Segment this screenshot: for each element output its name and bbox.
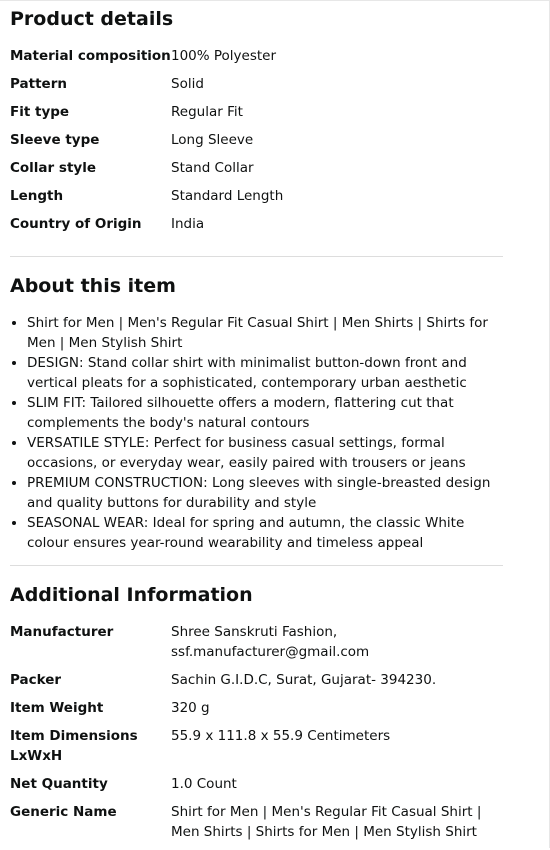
row-value: Long Sleeve <box>171 132 254 148</box>
list-item: • PREMIUM CONSTRUCTION: Long sleeves with single-breasted design and quality buttons for durability and style <box>27 473 505 513</box>
list-item: • SEASONAL WEAR: Ideal for spring and autumn, the classic White colour ensures year-round wearability and timeless appeal <box>27 513 505 553</box>
row-label: Country of Origin <box>10 216 142 232</box>
table-row <box>10 622 510 670</box>
row-label: Item Weight <box>10 700 104 716</box>
table-row <box>10 698 510 726</box>
section-divider <box>10 565 503 566</box>
about-bullet-list <box>10 313 505 553</box>
table-row <box>10 102 510 130</box>
row-value: India <box>171 216 205 232</box>
row-label: Fit type <box>10 104 70 120</box>
row-value: 1.0 Count <box>171 776 237 792</box>
additional-info-title: Additional Information <box>10 584 253 606</box>
row-label: Item Dimensions LxWxH <box>10 728 138 764</box>
row-label: Generic Name <box>10 804 117 820</box>
table-row <box>10 774 510 802</box>
row-label: Sleeve type <box>10 132 100 148</box>
table-row <box>10 130 510 158</box>
row-value: Stand Collar <box>171 160 254 176</box>
product-details-title: Product details <box>10 8 174 30</box>
row-value: Shree Sanskruti Fashion, ssf.manufacturer@gmail.com <box>171 624 370 660</box>
table-row <box>10 46 510 74</box>
list-item: • Shirt for Men | Men's Regular Fit Casual Shirt | Men Shirts | Shirts for Men | Men Stylish Shirt <box>27 313 505 353</box>
table-row <box>10 670 510 698</box>
row-value: Shirt for Men | Men's Regular Fit Casual Shirt | Men Shirts | Shirts for Men | Men Stylish Shirt <box>171 804 482 840</box>
row-label: Packer <box>10 672 62 688</box>
list-item: • SLIM FIT: Tailored silhouette offers a modern, flattering cut that complements the body's natural contours <box>27 393 505 433</box>
table-row <box>10 802 510 850</box>
section-divider <box>10 256 503 257</box>
table-row <box>10 726 510 774</box>
row-value: Sachin G.I.D.C, Surat, Gujarat- 394230. <box>171 672 437 688</box>
row-value: 100% Polyester <box>171 48 277 64</box>
list-item: • VERSATILE STYLE: Perfect for business casual settings, formal occasions, or everyday wear, easily paired with trousers or jeans <box>27 433 505 473</box>
row-value: Regular Fit <box>171 104 243 120</box>
row-value: 55.9 x 111.8 x 55.9 Centimeters <box>171 728 391 744</box>
table-row <box>10 74 510 102</box>
row-value: 320 g <box>171 700 210 716</box>
row-label: Collar style <box>10 160 96 176</box>
list-item: • DESIGN: Stand collar shirt with minimalist button-down front and vertical pleats for a sophisticated, contemporary urban aesthetic <box>27 353 505 393</box>
product-details-table <box>10 46 510 242</box>
table-row <box>10 158 510 186</box>
row-label: Material composition <box>10 48 171 64</box>
table-row <box>10 214 510 242</box>
row-label: Pattern <box>10 76 67 92</box>
row-label: Manufacturer <box>10 624 114 640</box>
table-row <box>10 186 510 214</box>
row-label: Length <box>10 188 64 204</box>
row-value: Solid <box>171 76 204 92</box>
row-label: Net Quantity <box>10 776 108 792</box>
about-title: About this item <box>10 275 176 297</box>
additional-info-table <box>10 622 510 850</box>
row-value: Standard Length <box>171 188 284 204</box>
